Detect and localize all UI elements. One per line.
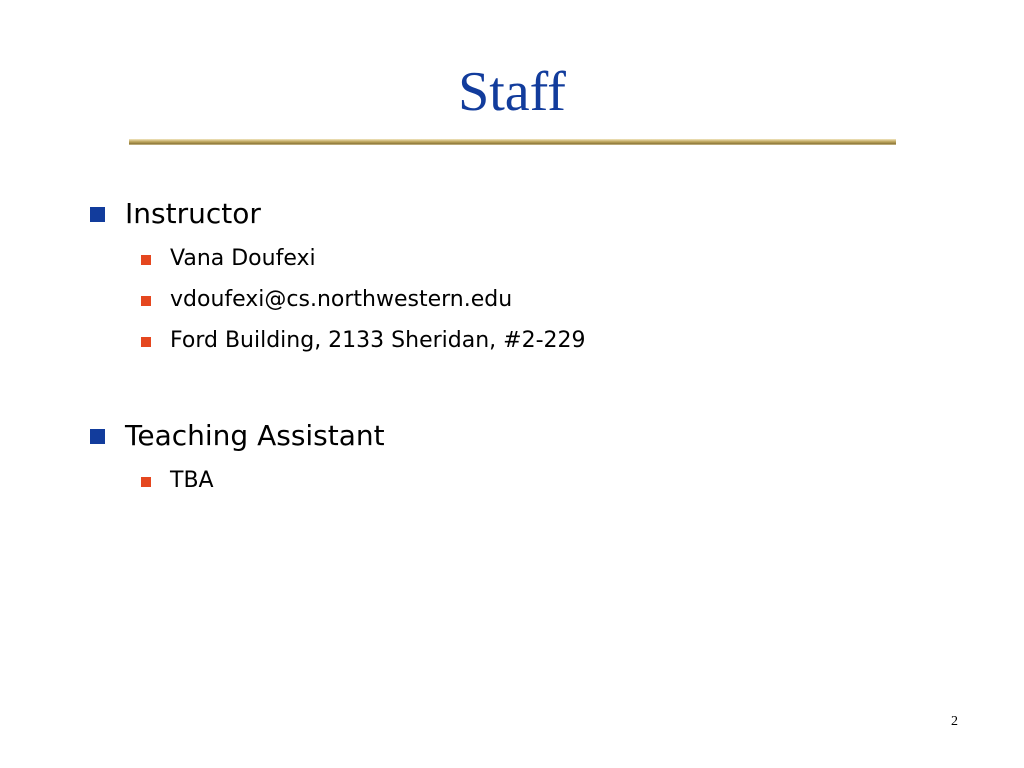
square-bullet-icon [90,207,105,222]
list-item: Ford Building, 2133 Sheridan, #2-229 [170,328,586,353]
square-bullet-icon [141,255,151,265]
square-bullet-icon [141,337,151,347]
list-item: TBA [170,468,214,493]
section-heading-instructor: Instructor [125,197,261,230]
list-item-email: vdoufexi@cs.northwestern.edu [170,287,513,312]
section-heading-teaching-assistant: Teaching Assistant [125,419,385,452]
page-number: 2 [951,714,958,729]
list-item: Vana Doufexi [170,246,316,271]
square-bullet-icon [141,296,151,306]
square-bullet-icon [141,477,151,487]
square-bullet-icon [90,429,105,444]
slide-title: Staff [458,61,566,123]
